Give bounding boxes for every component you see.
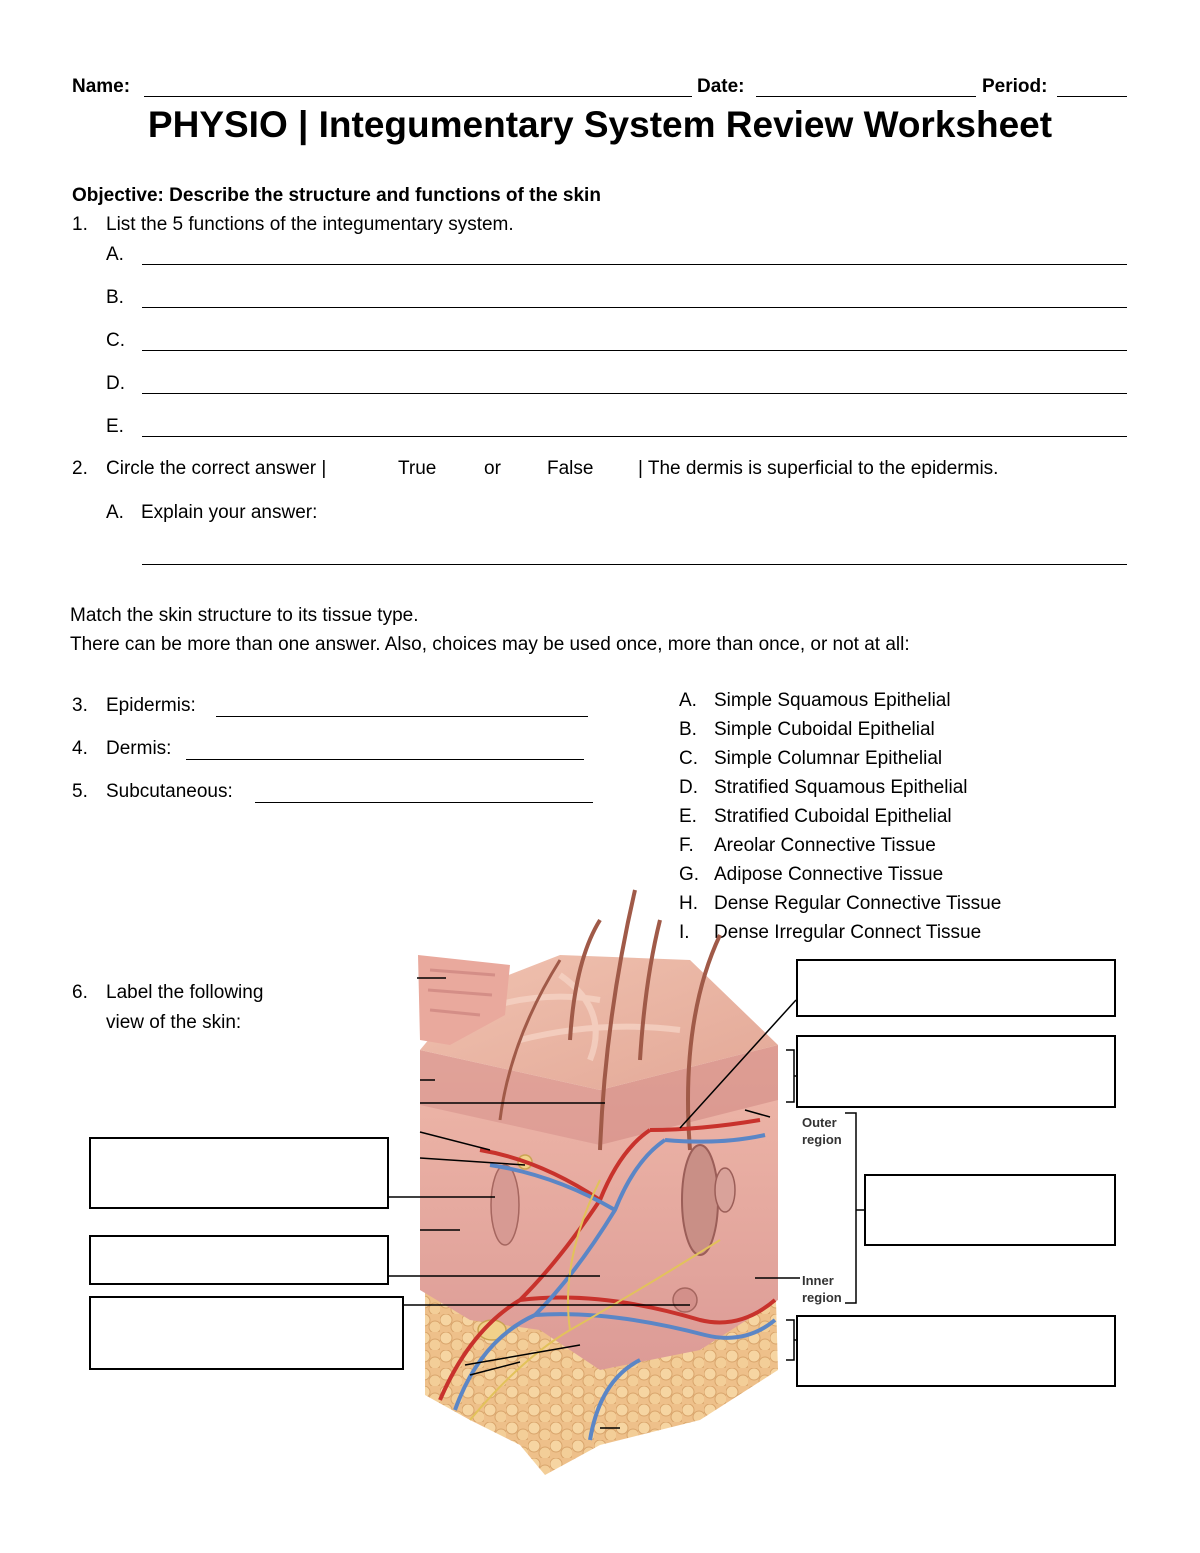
choice-letter: I. xyxy=(679,922,690,943)
label-box-left-1[interactable] xyxy=(89,1137,389,1209)
choice-letter: G. xyxy=(679,864,700,885)
choice-text: Stratified Squamous Epithelial xyxy=(714,777,968,798)
choice-text: Stratified Cuboidal Epithelial xyxy=(714,806,952,827)
q6-text-2: view of the skin: xyxy=(106,1012,242,1033)
label-box-right-4[interactable] xyxy=(796,1315,1116,1387)
inner-region-line-2: region xyxy=(802,1290,842,1305)
q2-sub-letter: A. xyxy=(106,502,124,523)
q2-sub-text: Explain your answer: xyxy=(141,502,318,523)
choice-letter: F. xyxy=(679,835,694,856)
label-box-left-2[interactable] xyxy=(89,1235,389,1285)
hair-follicle xyxy=(682,1145,718,1255)
label-box-right-2[interactable] xyxy=(796,1035,1116,1108)
choice-text: Dense Regular Connective Tissue xyxy=(714,893,1002,914)
name-label: Name: xyxy=(72,76,131,97)
choice-letter: B. xyxy=(679,719,697,740)
choice-letter: A. xyxy=(679,690,697,711)
q4-label: Dermis: xyxy=(106,738,172,759)
choice-text: Dense Irregular Connect Tissue xyxy=(714,922,982,943)
page-title: PHYSIO | Integumentary System Review Worksheet xyxy=(147,104,1053,145)
q2-number: 2. xyxy=(72,458,88,479)
choice-text: Simple Cuboidal Epithelial xyxy=(714,719,935,740)
q1-letter-e: E. xyxy=(106,416,124,437)
inner-region-line-1: Inner xyxy=(802,1273,834,1288)
q1-letter-c: C. xyxy=(106,330,125,351)
label-box-left-3[interactable] xyxy=(89,1296,404,1370)
choice-letter: E. xyxy=(679,806,697,827)
outer-region-line-1: Outer xyxy=(802,1115,837,1130)
objective: Objective: Describe the structure and functions of the skin xyxy=(72,185,601,206)
outer-region-label xyxy=(802,1114,842,1148)
q2-option-or: or xyxy=(484,458,501,479)
sweat-gland xyxy=(491,1165,519,1245)
label-box-right-3[interactable] xyxy=(864,1174,1116,1246)
q3-number: 3. xyxy=(72,695,88,716)
match-intro-1: Match the skin structure to its tissue type. xyxy=(70,605,419,626)
q1-letter-d: D. xyxy=(106,373,125,394)
q5-number: 5. xyxy=(72,781,88,802)
q6-text-1: Label the following xyxy=(106,982,264,1003)
q2-option-true[interactable]: True xyxy=(398,458,437,479)
choice-letter: D. xyxy=(679,777,698,798)
q2-suffix: | The dermis is superficial to the epidermis. xyxy=(638,458,999,479)
choice-letter: H. xyxy=(679,893,698,914)
q1-text: List the 5 functions of the integumentary system. xyxy=(106,214,514,235)
choice-text: Adipose Connective Tissue xyxy=(714,864,944,885)
label-box-right-1[interactable] xyxy=(796,959,1116,1017)
choice-text: Areolar Connective Tissue xyxy=(714,835,936,856)
q4-number: 4. xyxy=(72,738,88,759)
choice-text: Simple Columnar Epithelial xyxy=(714,748,943,769)
sebaceous-gland xyxy=(715,1168,735,1212)
inner-region-label xyxy=(802,1272,842,1306)
q1-letter-b: B. xyxy=(106,287,124,308)
q2-prefix: Circle the correct answer | xyxy=(106,458,327,479)
period-label: Period: xyxy=(982,76,1048,97)
choice-letter: C. xyxy=(679,748,698,769)
date-label: Date: xyxy=(697,76,745,97)
q3-label: Epidermis: xyxy=(106,695,196,716)
sweat-gland-coil xyxy=(673,1288,697,1312)
q5-label: Subcutaneous: xyxy=(106,781,233,802)
q1-letter-a: A. xyxy=(106,244,124,265)
match-intro-2: There can be more than one answer. Also, choices may be used once, more than once, or not at all: xyxy=(70,634,910,655)
q6-number: 6. xyxy=(72,982,88,1003)
choice-text: Simple Squamous Epithelial xyxy=(714,690,951,711)
outer-region-line-2: region xyxy=(802,1132,842,1147)
q2-option-false[interactable]: False xyxy=(547,458,594,479)
q1-number: 1. xyxy=(72,214,88,235)
